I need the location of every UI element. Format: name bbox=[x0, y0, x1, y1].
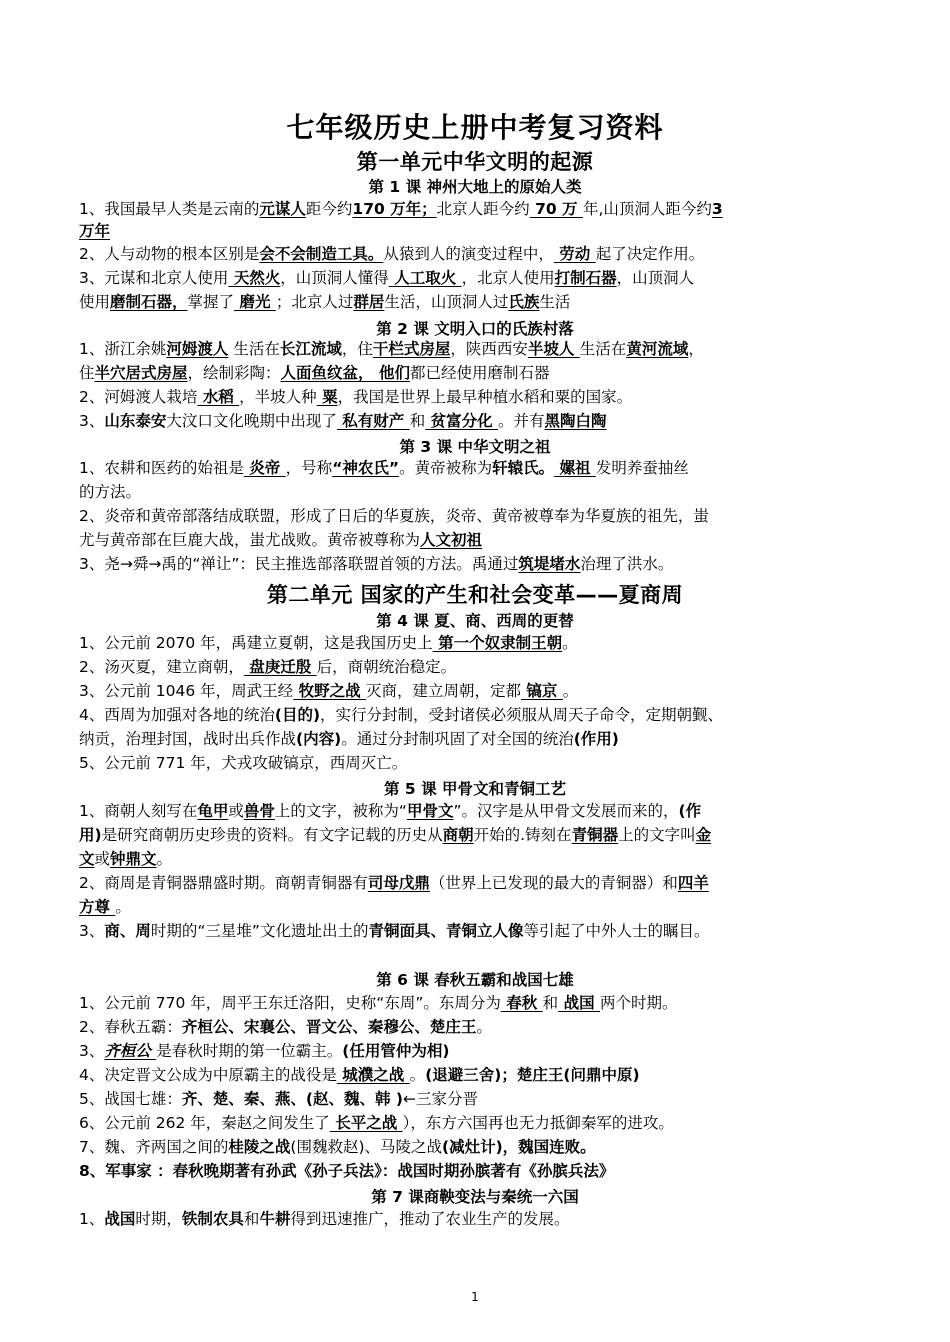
lesson-1-title: 第 1 课 神州大地上的原始人类 bbox=[368, 178, 582, 196]
unit-2-title: 第二单元 国家的产生和社会变革——夏商周 bbox=[266, 583, 684, 607]
lesson-2-item-1: 1、浙江余姚河姆渡人 生活在长江流域，住干栏式房屋，陕西西安半坡人 生活在黄河流域， bbox=[79, 340, 704, 358]
lesson-3-item-2-cont: 尤与黄帝部在巨鹿大战，蚩尤战败。黄帝被尊称为人文初祖 bbox=[79, 531, 483, 549]
lesson-2-item-3: 3、山东泰安大汶口文化晚期中出现了 私有财产 和 贫富分化 。并有黑陶白陶 bbox=[79, 412, 607, 430]
lesson-4-item-3: 3、公元前 1046 年，周武王经 牧野之战 灭商，建立周朝，定都 镐京 。 bbox=[79, 682, 579, 700]
lesson-1-item-3: 3、元谋和北京人使用 天然火，山顶洞人懂得 人工取火 ，北京人使用打制石器，山顶洞人 bbox=[79, 269, 695, 287]
lesson-1-item-3-cont: 使用磨制石器，掌握了 磨光 ；北京人过群居生活，山顶洞人过氏族生活 bbox=[79, 293, 571, 311]
page-number: 1 bbox=[471, 1290, 479, 1304]
lesson-1-item-1-cont: 万年 bbox=[79, 222, 111, 240]
lesson-3-item-3: 3、尧→舜→禹的“禅让”：民主推选部落联盟首领的方法。禹通过筑堤堵水治理了洪水。 bbox=[79, 555, 674, 573]
lesson-6-item-2: 2、春秋五霸：齐桓公、宋襄公、晋文公、秦穆公、楚庄王。 bbox=[79, 1018, 492, 1036]
lesson-3-title: 第 3 课 中华文明之祖 bbox=[399, 438, 551, 456]
lesson-5-title: 第 5 课 甲骨文和青铜工艺 bbox=[384, 780, 566, 798]
unit-1-title: 第一单元中华文明的起源 bbox=[356, 150, 594, 174]
document-title: 七年级历史上册中考复习资料 bbox=[286, 111, 664, 144]
lesson-5-item-3: 3、商、周时期的“三星堆”文化遗址出土的青铜面具、青铜立人像等引起了中外人士的瞩目。 bbox=[79, 922, 710, 940]
lesson-5-item-1-cont2: 文或钟鼎文。 bbox=[79, 850, 173, 868]
lesson-6-item-5: 5、战国七雄：齐、楚、秦、燕、(赵、魏、韩 )←三家分晋 bbox=[79, 1090, 478, 1108]
lesson-6-item-1: 1、公元前 770 年，周平王东迁洛阳，史称“东周”。东周分为 春秋 和 战国 两个时期。 bbox=[79, 994, 678, 1012]
lesson-5-item-2-cont: 方尊 。 bbox=[79, 898, 131, 916]
lesson-4-item-5: 5、公元前 771 年，犬戎攻破镐京，西周灭亡。 bbox=[79, 754, 408, 772]
lesson-4-title: 第 4 课 夏、商、西周的更替 bbox=[376, 612, 574, 630]
lesson-4-item-1: 1、公元前 2070 年，禹建立夏朝，这是我国历史上 第一个奴隶制王朝。 bbox=[79, 634, 578, 652]
lesson-6-item-6: 6、公元前 262 年，秦赵之间发生了 长平之战 ），东方六国再也无力抵御秦军的进攻。 bbox=[79, 1114, 674, 1132]
lesson-6-title: 第 6 课 春秋五霸和战国七雄 bbox=[376, 971, 574, 989]
lesson-4-item-4-cont: 纳贡，治理封国，战时出兵作战(内容)。通过分封制巩固了对全国的统治(作用) bbox=[79, 730, 619, 748]
lesson-3-item-1-cont: 的方法。 bbox=[79, 483, 142, 501]
lesson-4-item-2: 2、汤灭夏，建立商朝， 盘庚迁殷 后，商朝统治稳定。 bbox=[79, 658, 457, 676]
lesson-2-item-1-cont: 住半穴居式房屋，绘制彩陶：人面鱼纹盆， 他们都已经使用磨制石器 bbox=[79, 364, 550, 382]
lesson-5-item-2: 2、商周是青铜器鼎盛时期。商朝青铜器有司母戊鼎（世界上已发现的最大的青铜器）和四羊 bbox=[79, 874, 709, 892]
lesson-7-item-1: 1、战国时期，铁制农具和牛耕得到迅速推广，推动了农业生产的发展。 bbox=[79, 1210, 570, 1228]
lesson-5-item-1-cont: 用)是研究商朝历史珍贵的资料。有文字记载的历史从商朝开始的.铸刻在青铜器上的文字叫金 bbox=[79, 826, 712, 844]
lesson-6-item-7: 7、魏、齐两国之间的桂陵之战(围魏救赵)、马陵之战(减灶计)，魏国连败。 bbox=[79, 1138, 596, 1156]
lesson-1-item-2: 2、人与动物的根本区别是会不会制造工具。从猿到人的演变过程中， 劳动 起了决定作用。 bbox=[79, 245, 705, 263]
lesson-6-item-8: 8、军事家 ：春秋晚期著有孙武《孙子兵法》：战国时期孙膑著有《孙膑兵法》 bbox=[79, 1162, 615, 1180]
lesson-6-item-4: 4、决定晋文公成为中原霸主的战役是 城濮之战 。(退避三舍)；楚庄王(问鼎中原) bbox=[79, 1066, 640, 1084]
lesson-3-item-2: 2、炎帝和黄帝部落结成联盟，形成了日后的华夏族，炎帝、黄帝被尊奉为华夏族的祖先，蚩 bbox=[79, 507, 709, 525]
lesson-6-item-3: 3、齐桓公 是春秋时期的第一位霸主。(任用管仲为相) bbox=[79, 1042, 450, 1060]
lesson-7-title: 第 7 课商鞅变法与秦统一六国 bbox=[371, 1188, 579, 1206]
lesson-2-title: 第 2 课 文明入口的氏族村落 bbox=[376, 320, 574, 338]
lesson-3-item-1: 1、农耕和医药的始祖是 炎帝 ，号称“神农氏”。黄帝被称为轩辕氏。 嫘祖 发明养蚕抽丝 bbox=[79, 459, 689, 477]
lesson-4-item-4: 4、西周为加强对各地的统治(目的)，实行分封制，受封诸侯必须服从周天子命令，定期朝觐、 bbox=[79, 706, 724, 724]
lesson-1-item-1: 1、我国最早人类是云南的元谋人距今约170 万年；北京人距今约 70 万 年,山顶洞人距今约3 bbox=[79, 200, 723, 218]
lesson-5-item-1: 1、商朝人刻写在龟甲或兽骨上的文字，被称为“甲骨文”。汉字是从甲骨文发展而来的，(作 bbox=[79, 802, 702, 820]
lesson-2-item-2: 2、河姆渡人栽培 水稻 ，半坡人种 粟，我国是世界上最早种植水稻和粟的国家。 bbox=[79, 388, 633, 406]
